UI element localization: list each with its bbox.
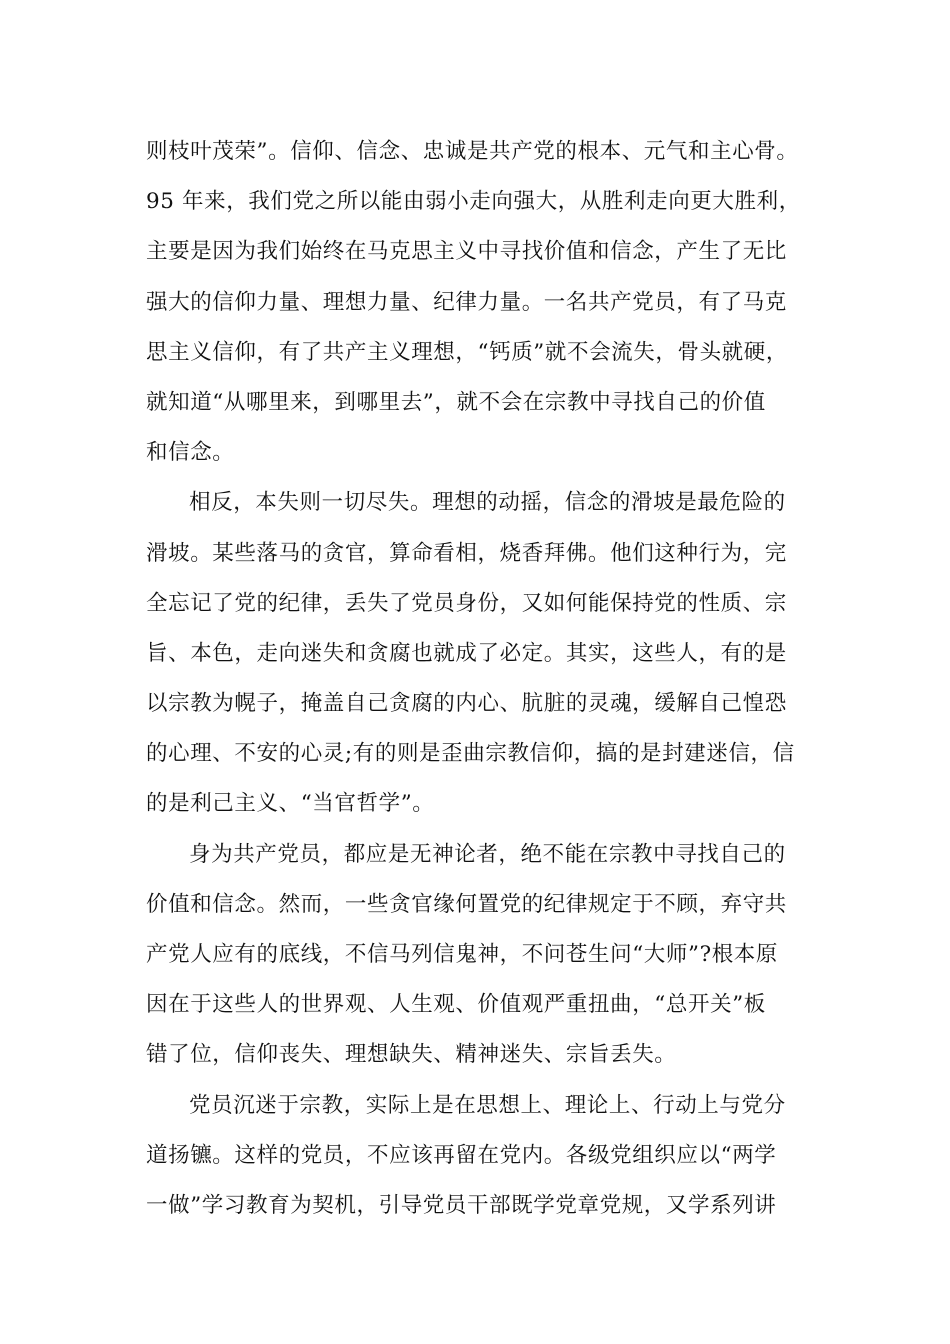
text-line: 就知道“从哪里来，到哪里去”，就不会在宗教中寻找自己的价值 [146,389,766,415]
text-line: 旨、本色，走向迷失和贪腐也就成了必定。其实，这些人，有的是 [146,640,787,666]
text-line: 因在于这些人的世界观、人生观、价值观严重扭曲，“总开关”板 [146,992,766,1018]
text-line: 则枝叶茂荣”。信仰、信念、忠诚是共产党的根本、元气和主心骨。 [146,139,799,164]
text-line: 和信念。 [146,440,235,466]
text-line: 错了位，信仰丧失、理想缺失、精神迷失、宗旨丢失。 [146,1042,677,1068]
text-line: 思主义信仰，有了共产主义理想，“钙质”就不会流失，骨头就硬， [146,339,788,365]
text-line: 以宗教为幌子，掩盖自己贪腐的内心、肮脏的灵魂，缓解自己惶恐 [146,691,787,717]
text-line: 价值和信念。然而，一些贪官缘何置党的纪律规定于不顾，弃守共 [146,891,787,917]
text-line: 产党人应有的底线，不信马列信鬼神，不问苍生问“大师”?根本原 [146,942,779,967]
text-line: 全忘记了党的纪律，丢失了党员身份，又如何能保持党的性质、宗 [146,590,787,616]
text-line: 主要是因为我们始终在马克思主义中寻找价值和信念，产生了无比 [146,239,787,265]
paragraph-first-line: 身为共产党员，都应是无神论者，绝不能在宗教中寻找自己的 [189,841,786,867]
text-line: 道扬镳。这样的党员，不应该再留在党内。各级党组织应以“两学 [146,1142,777,1168]
text-line: 的是利己主义、“当官哲学”。 [146,791,435,817]
text-line: 95 年来，我们党之所以能由弱小走向强大，从胜利走向更大胜利， [146,189,801,215]
text-line: 的心理、不安的心灵;有的则是歪曲宗教信仰，搞的是封建迷信，信 [146,741,795,767]
text-line: 强大的信仰力量、理想力量、纪律力量。一名共产党员，有了马克 [146,289,787,315]
paragraph-first-line: 相反，本失则一切尽失。理想的动摇，信念的滑坡是最危险的 [189,490,786,516]
document-body [146,127,816,1231]
text-line: 滑坡。某些落马的贪官，算命看相，烧香拜佛。他们这种行为，完 [146,540,787,566]
paragraph-first-line: 党员沉迷于宗教，实际上是在思想上、理论上、行动上与党分 [189,1092,786,1118]
text-line: 一做”学习教育为契机，引导党员干部既学党章党规，又学系列讲 [146,1192,777,1218]
